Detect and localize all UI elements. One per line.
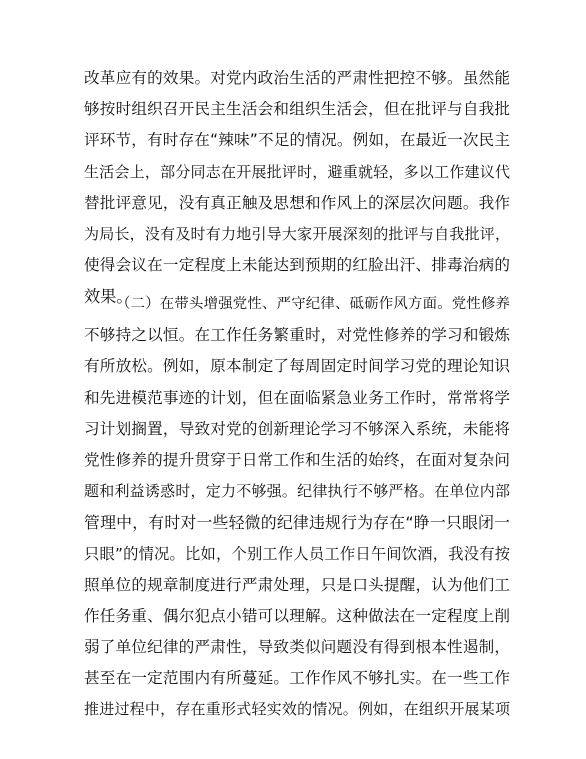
paragraph-2: [84, 289, 510, 726]
text-line: 题和利益诱惑时，定力不够强。纪律执行不够严格。在单位内部: [84, 482, 510, 501]
text-line: 习计划搁置，导致对党的创新理论学习不够深入系统，未能将: [84, 419, 510, 438]
text-line: 效果。: [84, 287, 133, 307]
text-line: 和先进模范事迹的计划，但在面临紧急业务工作时，常常将学: [84, 388, 510, 407]
text-line: 为局长，没有及时有力地引导大家开展深刻的批评与自我批评，: [84, 224, 510, 243]
text-line: 使得会议在一定程度上未能达到预期的红脸出汗、排毒治病的: [84, 256, 510, 275]
text-line: 有所放松。例如，原本制定了每周固定时间学习党的理论知识: [84, 357, 510, 376]
text-line: 甚至在一定范围内有所蔓延。工作作风不够扎实。在一些工作: [84, 669, 510, 688]
section-heading-line: （二）在带头增强党性、严守纪律、砥砺作风方面。党性修养: [116, 296, 510, 312]
text-line: 管理中，有时对一些轻微的纪律违规行为存在“睁一只眼闭一: [84, 513, 510, 533]
text-line: 评环节，有时存在“辣味”不足的情况。例如，在最近一次民主: [84, 131, 510, 150]
text-line: 照单位的规章制度进行严肃处理，只是口头提醒，认为他们工: [84, 575, 510, 594]
paragraph-1: [84, 63, 510, 313]
text-line: 够按时组织召开民主生活会和组织生活会，但在批评与自我批: [84, 100, 510, 119]
text-line: 不够持之以恒。在工作任务繁重时，对党性修养的学习和锻炼: [84, 326, 510, 345]
text-line: 改革应有的效果。对党内政治生活的严肃性把控不够。虽然能: [84, 69, 510, 87]
text-line: 作任务重、偶尔犯点小错可以理解。这种做法在一定程度上削: [84, 606, 510, 625]
text-line: 推进过程中，存在重形式轻实效的情况。例如，在组织开展某项: [84, 700, 510, 719]
text-line: 弱了单位纪律的严肃性，导致类似问题没有得到根本性遏制，: [84, 638, 510, 657]
text-line: 只眼”的情况。比如，个别工作人员工作日午间饮酒，我没有按: [84, 544, 510, 563]
text-line: 党性修养的提升贯穿于日常工作和生活的始终，在面对复杂问: [84, 450, 510, 469]
text-line: 替批评意见，没有真正触及思想和作风上的深层次问题。我作: [84, 193, 510, 212]
text-line: 生活会上，部分同志在开展批评时，避重就轻，多以工作建议代: [84, 162, 510, 181]
